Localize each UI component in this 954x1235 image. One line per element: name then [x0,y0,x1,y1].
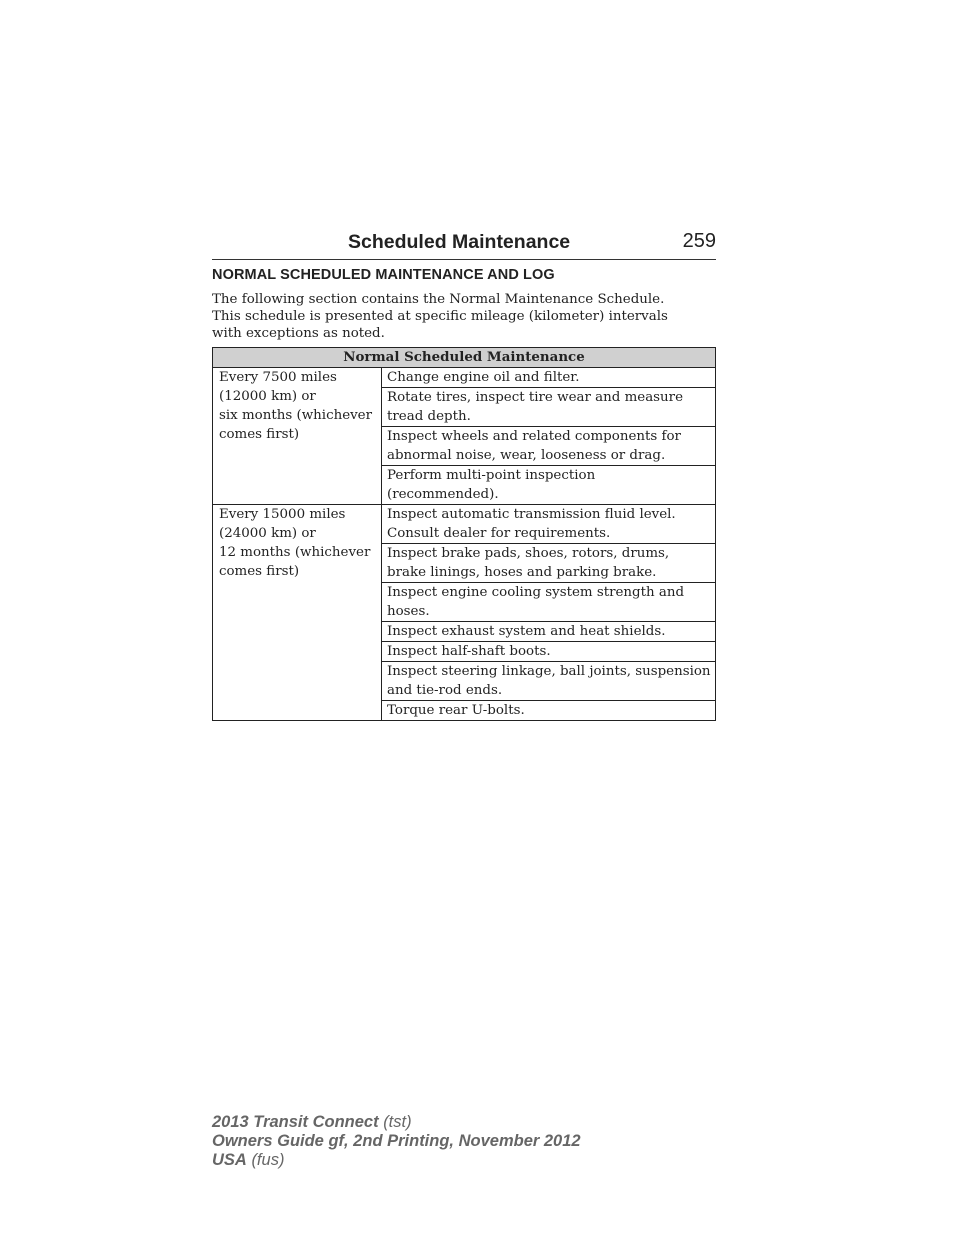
task-line: (recommended). [387,487,499,502]
footer-line-3 [212,1151,581,1170]
interval-line: six months (whichever [219,408,373,423]
task-line: and tie-rod ends. [387,683,503,698]
footer-market: USA [212,1151,247,1169]
page-header [212,229,716,260]
interval-cell [213,505,382,721]
task-cell [382,388,716,427]
page-number: 259 [682,230,716,252]
task-line: Perform multi-point inspection [387,468,596,483]
task-cell [382,701,716,721]
footer-model-code: (tst) [383,1113,412,1131]
footer-line-1 [212,1113,581,1132]
task-line: Inspect automatic transmission fluid level. [387,507,676,522]
task-line: Inspect brake pads, shoes, rotors, drums, [387,546,670,561]
task-cell [382,544,716,583]
footer-model: 2013 Transit Connect [212,1113,379,1131]
task-line: Inspect half-shaft boots. [387,644,551,659]
task-line: Inspect steering linkage, ball joints, suspension [387,664,711,679]
maintenance-table [212,347,716,721]
interval-cell [213,368,382,505]
task-cell [382,368,716,388]
intro-line: This schedule is presented at specific mileage (kilometer) intervals [212,309,668,324]
task-line: brake linings, hoses and parking brake. [387,565,657,580]
task-line: Torque rear U-bolts. [387,703,525,718]
interval-line: Every 15000 miles [219,507,346,522]
task-cell [382,583,716,622]
task-cell [382,427,716,466]
footer [212,1113,581,1170]
interval-line: Every 7500 miles [219,370,337,385]
intro-paragraph [212,291,716,342]
task-line: Inspect exhaust system and heat shields. [387,624,666,639]
footer-line-2 [212,1132,581,1151]
table-row [213,505,716,544]
section-heading: NORMAL SCHEDULED MAINTENANCE AND LOG [212,267,555,283]
page-title: Scheduled Maintenance [348,231,571,253]
table-body [213,368,716,721]
interval-line: comes first) [219,427,300,442]
interval-line: (12000 km) or [219,389,316,404]
task-cell [382,662,716,701]
interval-line: 12 months (whichever [219,545,371,560]
task-line: Inspect wheels and related components for [387,429,681,444]
task-line: abnormal noise, wear, looseness or drag. [387,448,666,463]
task-cell [382,466,716,505]
footer-market-code: (fus) [251,1151,285,1169]
task-line: Rotate tires, inspect tire wear and measure [387,390,683,405]
intro-line: with exceptions as noted. [212,326,385,341]
table-title: Normal Scheduled Maintenance [213,348,716,368]
task-line: Inspect engine cooling system strength and [387,585,685,600]
intro-line: The following section contains the Normal Maintenance Schedule. [212,292,665,307]
task-cell [382,642,716,662]
table-row [213,368,716,388]
task-line: tread depth. [387,409,471,424]
task-line: Change engine oil and filter. [387,370,580,385]
footer-edition: Owners Guide gf, 2nd Printing, November 2012 [212,1132,581,1150]
interval-line: (24000 km) or [219,526,316,541]
task-cell [382,505,716,544]
task-line: hoses. [387,604,430,619]
task-cell [382,622,716,642]
interval-line: comes first) [219,564,300,579]
task-line: Consult dealer for requirements. [387,526,611,541]
